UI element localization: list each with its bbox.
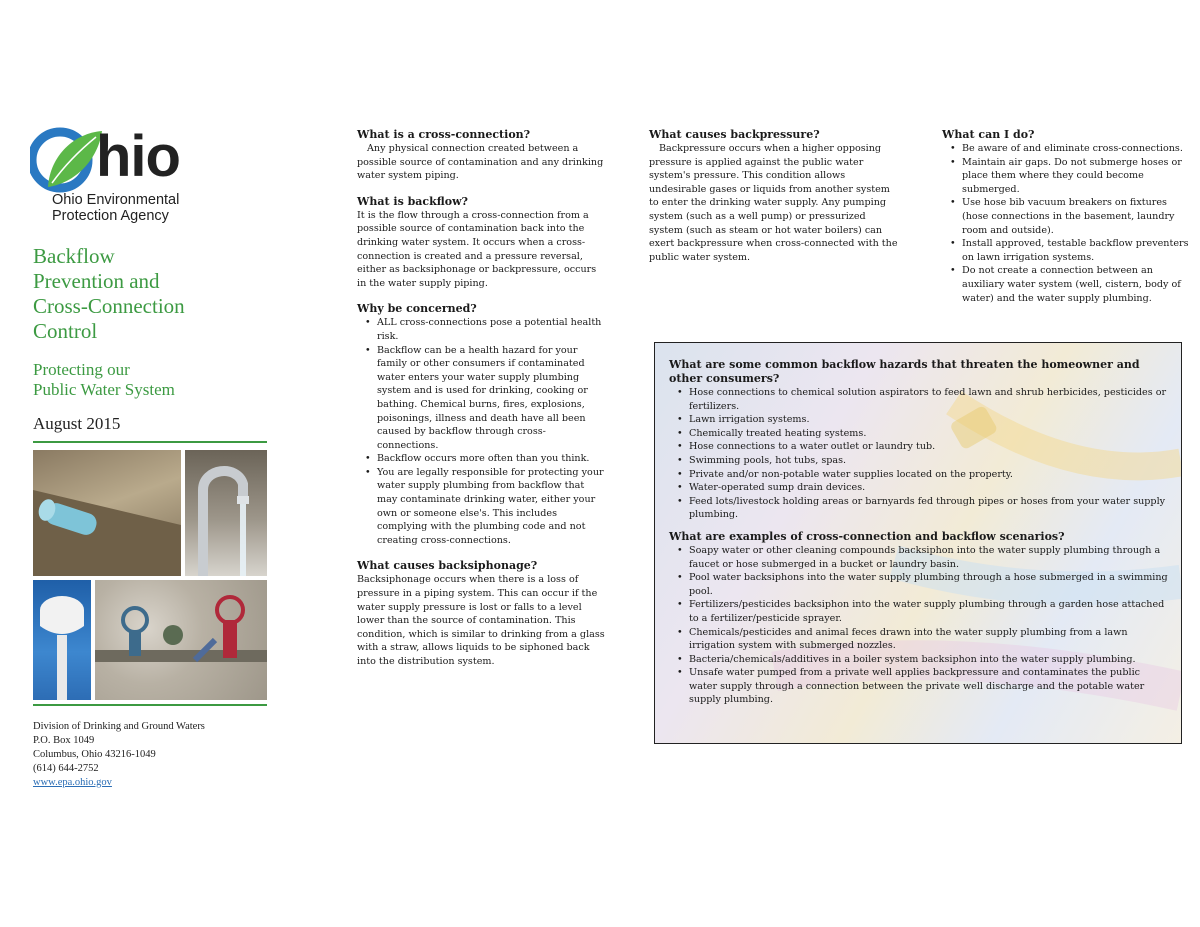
list-item: • Chemically treated heating systems. (689, 427, 1169, 441)
list-item: • Hose connections to chemical solution aspirators to feed lawn and shrub herbicides, pesticides or fertilizers. (689, 386, 1169, 413)
section-cross-connection (357, 128, 605, 183)
heading-hazards: What are some common backflow hazards that threaten the homeowner and other consumers? (669, 358, 1140, 385)
publication-date: August 2015 (33, 414, 121, 433)
body-backflow: It is the flow through a cross-connection from a possible source of contamination back into the drinking water system. It occurs when a cross-connection is created and a pressure reversal, either as backsiphonage or backpressure, occurs in the water supply piping. (357, 209, 597, 289)
photo-pipe-trench (33, 450, 181, 576)
list-item: • Lawn irrigation systems. (689, 413, 1169, 427)
column-2 (357, 128, 605, 669)
list-item: • Swimming pools, hot tubs, spas. (689, 454, 1169, 468)
brochure-title (33, 244, 253, 344)
list-item: • You are legally responsible for protecting your water supply plumbing from backflow that may contaminate drinking water, either your own or someone else's. This includes complying with the plumbing code and not creating cross-connections. (377, 466, 605, 548)
photo-faucet (185, 450, 267, 576)
list-item: • Maintain air gaps. Do not submerge hoses or place them where they could become submerged. (962, 156, 1192, 197)
heading-backflow: What is backflow? (357, 194, 468, 208)
section-backsiphonage (357, 559, 605, 668)
contact-division: Division of Drinking and Ground Waters (33, 721, 205, 732)
agency-name (52, 192, 179, 224)
list-item: • Use hose bib vacuum breakers on fixtures (hose connections in the basement, laundry room and outside). (962, 196, 1192, 237)
section-backpressure (649, 128, 899, 264)
section-scenarios (669, 530, 1169, 707)
divider (33, 441, 267, 443)
section-backflow (357, 195, 605, 291)
agency-name-line1: Ohio Environmental (52, 192, 180, 208)
agency-name-line2: Protection Agency (52, 208, 169, 224)
title-line3: Cross-Connection (33, 294, 185, 318)
list-item: • ALL cross-connections pose a potential health risk. (377, 316, 605, 343)
heading-scenarios: What are examples of cross-connection and backflow scenarios? (669, 529, 1065, 543)
brochure-subtitle (33, 360, 253, 400)
list-item: • Bacteria/chemicals/additives in a boiler system backsiphon into the water supply plumbing. (689, 653, 1169, 667)
heading-what-can-i-do: What can I do? (942, 128, 1035, 141)
title-line2: Prevention and (33, 269, 160, 293)
photo-water-tower (33, 580, 91, 700)
contact-city: Columbus, Ohio 43216-1049 (33, 749, 156, 760)
logo-wordmark: hio (96, 124, 180, 189)
list-item: • Backflow occurs more often than you think. (377, 452, 605, 466)
contact-phone: (614) 644-2752 (33, 763, 99, 774)
body-cross-connection: Any physical connection created between a possible source of contamination and any drinking water system piping. (357, 143, 604, 182)
list-item: • Water-operated sump drain devices. (689, 481, 1169, 495)
title-line4: Control (33, 319, 98, 343)
contact-po-box: P.O. Box 1049 (33, 735, 95, 746)
scenarios-list (669, 544, 1169, 707)
list-item: • Be aware of and eliminate cross-connections. (962, 142, 1192, 156)
hazards-content (669, 358, 1169, 707)
website-link[interactable]: www.epa.ohio.gov (33, 777, 112, 788)
body-backpressure: Backpressure occurs when a higher opposing pressure is applied against the public water system's pressure. This condition allows undesirable gases or liquids from another system to enter the drinking water supply. Any pumping system (such as a well pump) or pressurized system (such as steam or hot water boilers) can exert backpressure when cross-connected with the public water system. (649, 143, 898, 263)
hazards-box (654, 342, 1182, 744)
section-hazards (669, 358, 1169, 522)
section-what-can-i-do (942, 128, 1192, 305)
photo-valves (95, 580, 267, 700)
list-item: • Fertilizers/pesticides backsiphon into the water supply plumbing through a garden hose attached to a fertilizer/pesticide sprayer. (689, 598, 1169, 625)
list-item: • Feed lots/livestock holding areas or barnyards fed through pipes or hoses from your water supply plumbing. (689, 495, 1169, 522)
title-line1: Backflow (33, 244, 115, 268)
what-can-i-do-list (942, 142, 1192, 305)
why-concerned-list (357, 316, 605, 547)
list-item: • Hose connections to a water outlet or laundry tub. (689, 440, 1169, 454)
list-item: • Install approved, testable backflow preventers on lawn irrigation systems. (962, 237, 1192, 264)
section-why-concerned (357, 302, 605, 547)
list-item: • Private and/or non-potable water supplies located on the property. (689, 468, 1169, 482)
list-item: • Pool water backsiphons into the water supply plumbing through a hose submerged in a swimming pool. (689, 571, 1169, 598)
heading-cross-connection: What is a cross-connection? (357, 128, 531, 141)
heading-backpressure: What causes backpressure? (649, 128, 820, 141)
body-backsiphonage: Backsiphonage occurs when there is a loss of pressure in a piping system. This can occur if the water supply pressure is lost or falls to a level lower than the source of contamination. This condition, which is similar to drinking from a glass with a straw, allows liquids to be siphoned back into the distribution system. (357, 574, 605, 667)
list-item: • Backflow can be a health hazard for your family or other consumers if contaminated water enters your water supply plumbing system and is used for drinking, cooking or bathing. Chemical burns, fires, explosions, poisonings, illness and death have all been caused by backflow through cross-connections. (377, 344, 605, 453)
list-item: • Unsafe water pumped from a private well applies backpressure and contaminates the public water supply through a connection between the private well discharge and the potable water supply plumbing. (689, 666, 1169, 707)
column-4 (942, 128, 1192, 305)
subtitle-line2: Public Water System (33, 380, 175, 399)
list-item: • Chemicals/pesticides and animal feces drawn into the water supply plumbing from a lawn irrigation system with submerged nozzles. (689, 626, 1169, 653)
list-item: • Do not create a connection between an auxiliary water system (well, cistern, body of water) and the water supply plumbing. (962, 264, 1192, 305)
column-3 (649, 128, 899, 264)
hazards-list (669, 386, 1169, 522)
list-item: • Soapy water or other cleaning compounds backsiphon into the water supply plumbing through a faucet or hose submerged in a bucket or laundry basin. (689, 544, 1169, 571)
divider (33, 704, 267, 706)
subtitle-line1: Protecting our (33, 360, 130, 379)
contact-block (33, 720, 205, 790)
heading-backsiphonage: What causes backsiphonage? (357, 559, 538, 573)
heading-why-concerned: Why be concerned? (357, 302, 477, 316)
